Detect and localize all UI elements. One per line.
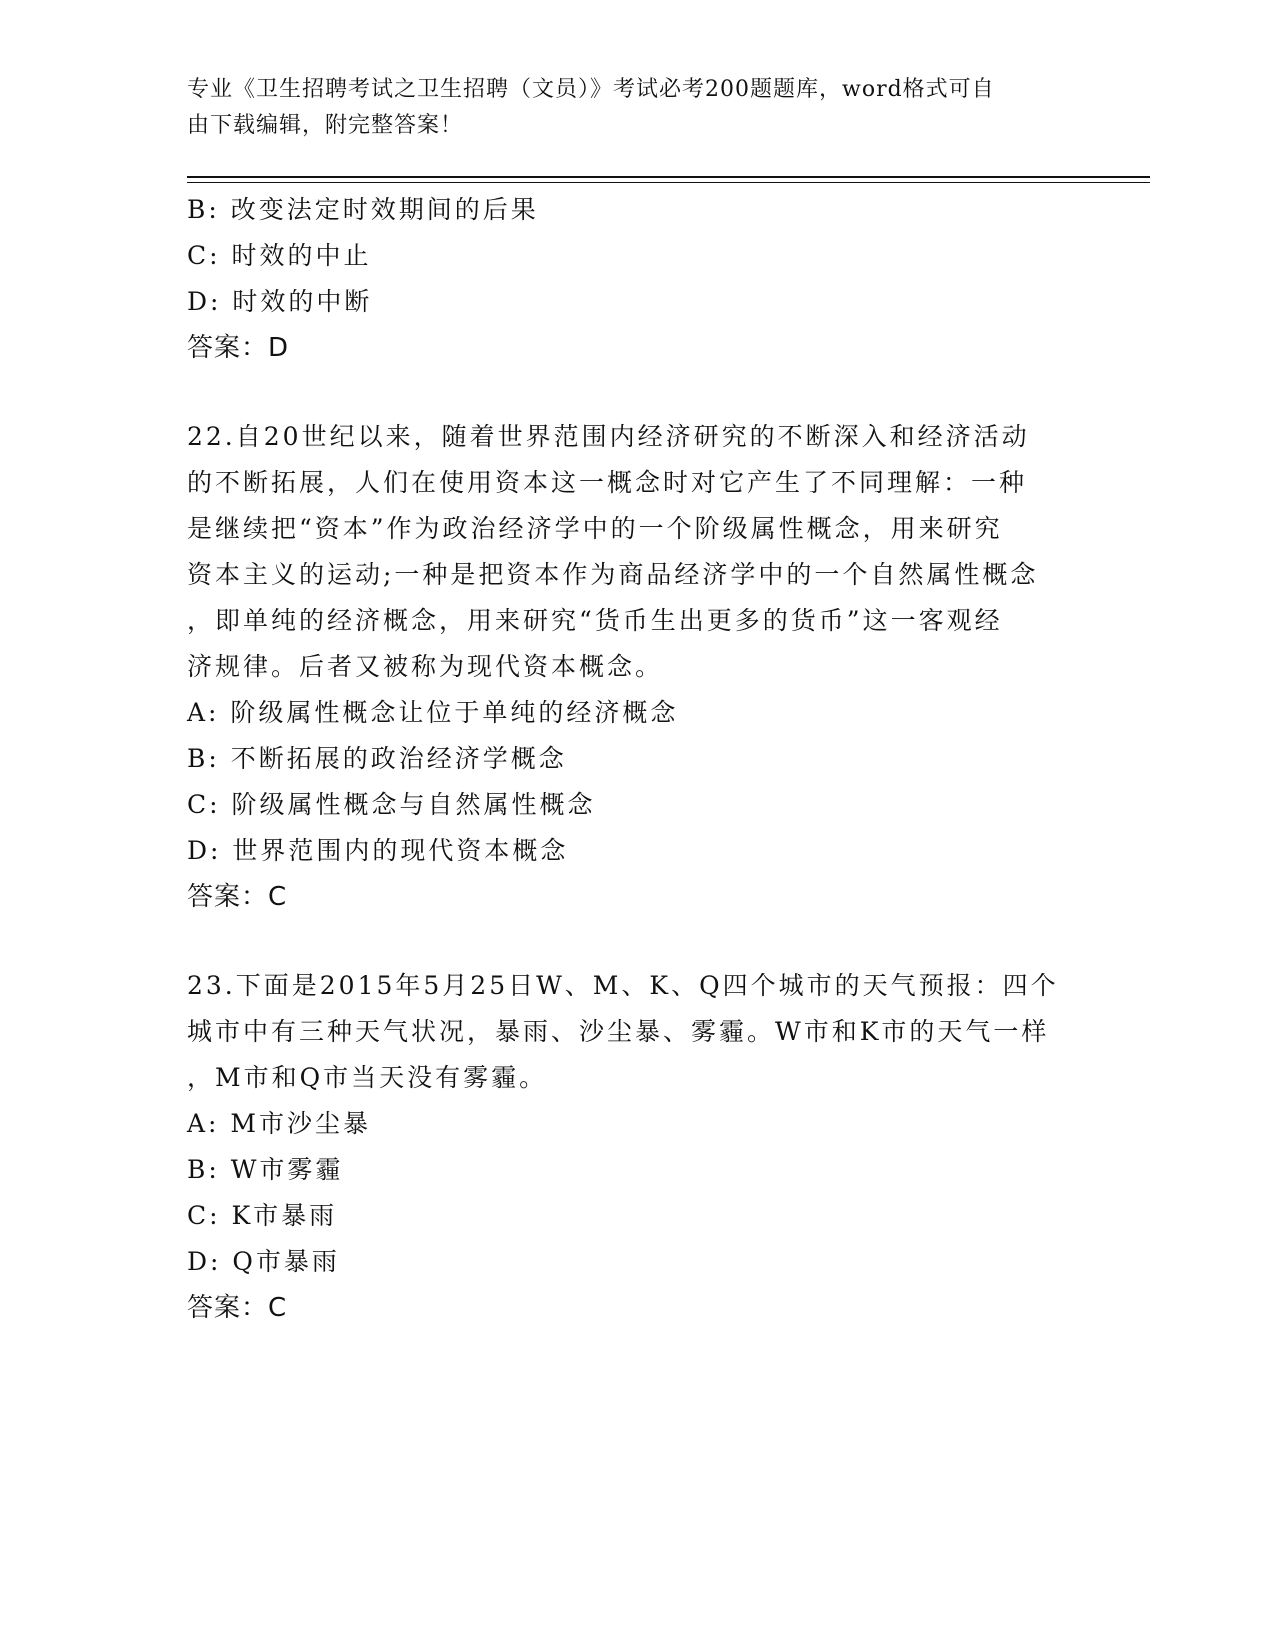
question-content <box>187 187 1087 1331</box>
question-22-option-a: A: 阶级属性概念让位于单纯的经济概念 <box>187 698 679 727</box>
question-22-text-line-1: 22.自20世纪以来，随着世界范围内经济研究的不断深入和经济活动 <box>187 422 1030 451</box>
question-22-option-d: D: 世界范围内的现代资本概念 <box>187 836 569 865</box>
question-23-option-d: D: Q市暴雨 <box>187 1247 340 1276</box>
question-23-text-line-3: ，M市和Q市当天没有雾霾。 <box>187 1063 548 1092</box>
question-23-text-line-1: 23.下面是2015年5月25日W、M、K、Q四个城市的天气预报：四个 <box>187 971 1059 1000</box>
question-23-option-b: B: W市雾霾 <box>187 1155 344 1184</box>
question-22-answer: 答案：C <box>187 882 288 912</box>
question-22-option-b: B: 不断拓展的政治经济学概念 <box>187 744 567 773</box>
question-21-answer: 答案：D <box>187 333 290 363</box>
question-21-option-b: B: 改变法定时效期间的后果 <box>187 195 539 224</box>
question-22-text-line-3: 是继续把“资本”作为政治经济学中的一个阶级属性概念，用来研究 <box>187 514 1003 543</box>
document-header <box>187 72 1087 144</box>
question-23-answer: 答案：C <box>187 1293 288 1323</box>
header-line-2: 由下载编辑，附完整答案！ <box>187 113 464 138</box>
header-line-1: 专业《卫生招聘考试之卫生招聘（文员）》考试必考200题题库，word格式可自 <box>187 77 995 102</box>
question-22-text-line-4: 资本主义的运动;一种是把资本作为商品经济学中的一个自然属性概念 <box>187 560 1039 589</box>
question-22-text-line-6: 济规律。后者又被称为现代资本概念。 <box>187 652 664 681</box>
header-divider <box>187 176 1150 183</box>
question-21-option-d: D: 时效的中断 <box>187 287 373 316</box>
question-23-text <box>187 963 1087 1101</box>
question-22-block <box>187 414 1087 920</box>
question-23-option-c: C: K市暴雨 <box>187 1201 338 1230</box>
question-22-text <box>187 414 1087 690</box>
question-22-text-line-5: ，即单纯的经济概念，用来研究“货币生出更多的货币”这一客观经 <box>187 606 1003 635</box>
question-22-option-c: C: 阶级属性概念与自然属性概念 <box>187 790 596 819</box>
question-23-option-a: A: M市沙尘暴 <box>187 1109 372 1138</box>
question-23-block <box>187 963 1087 1331</box>
question-21-option-c: C: 时效的中止 <box>187 241 372 270</box>
question-23-text-line-2: 城市中有三种天气状况，暴雨、沙尘暴、雾霾。W市和K市的天气一样 <box>187 1017 1050 1046</box>
question-22-text-line-2: 的不断拓展，人们在使用资本这一概念时对它产生了不同理解：一种 <box>187 468 1028 497</box>
question-21-block <box>187 187 1087 371</box>
